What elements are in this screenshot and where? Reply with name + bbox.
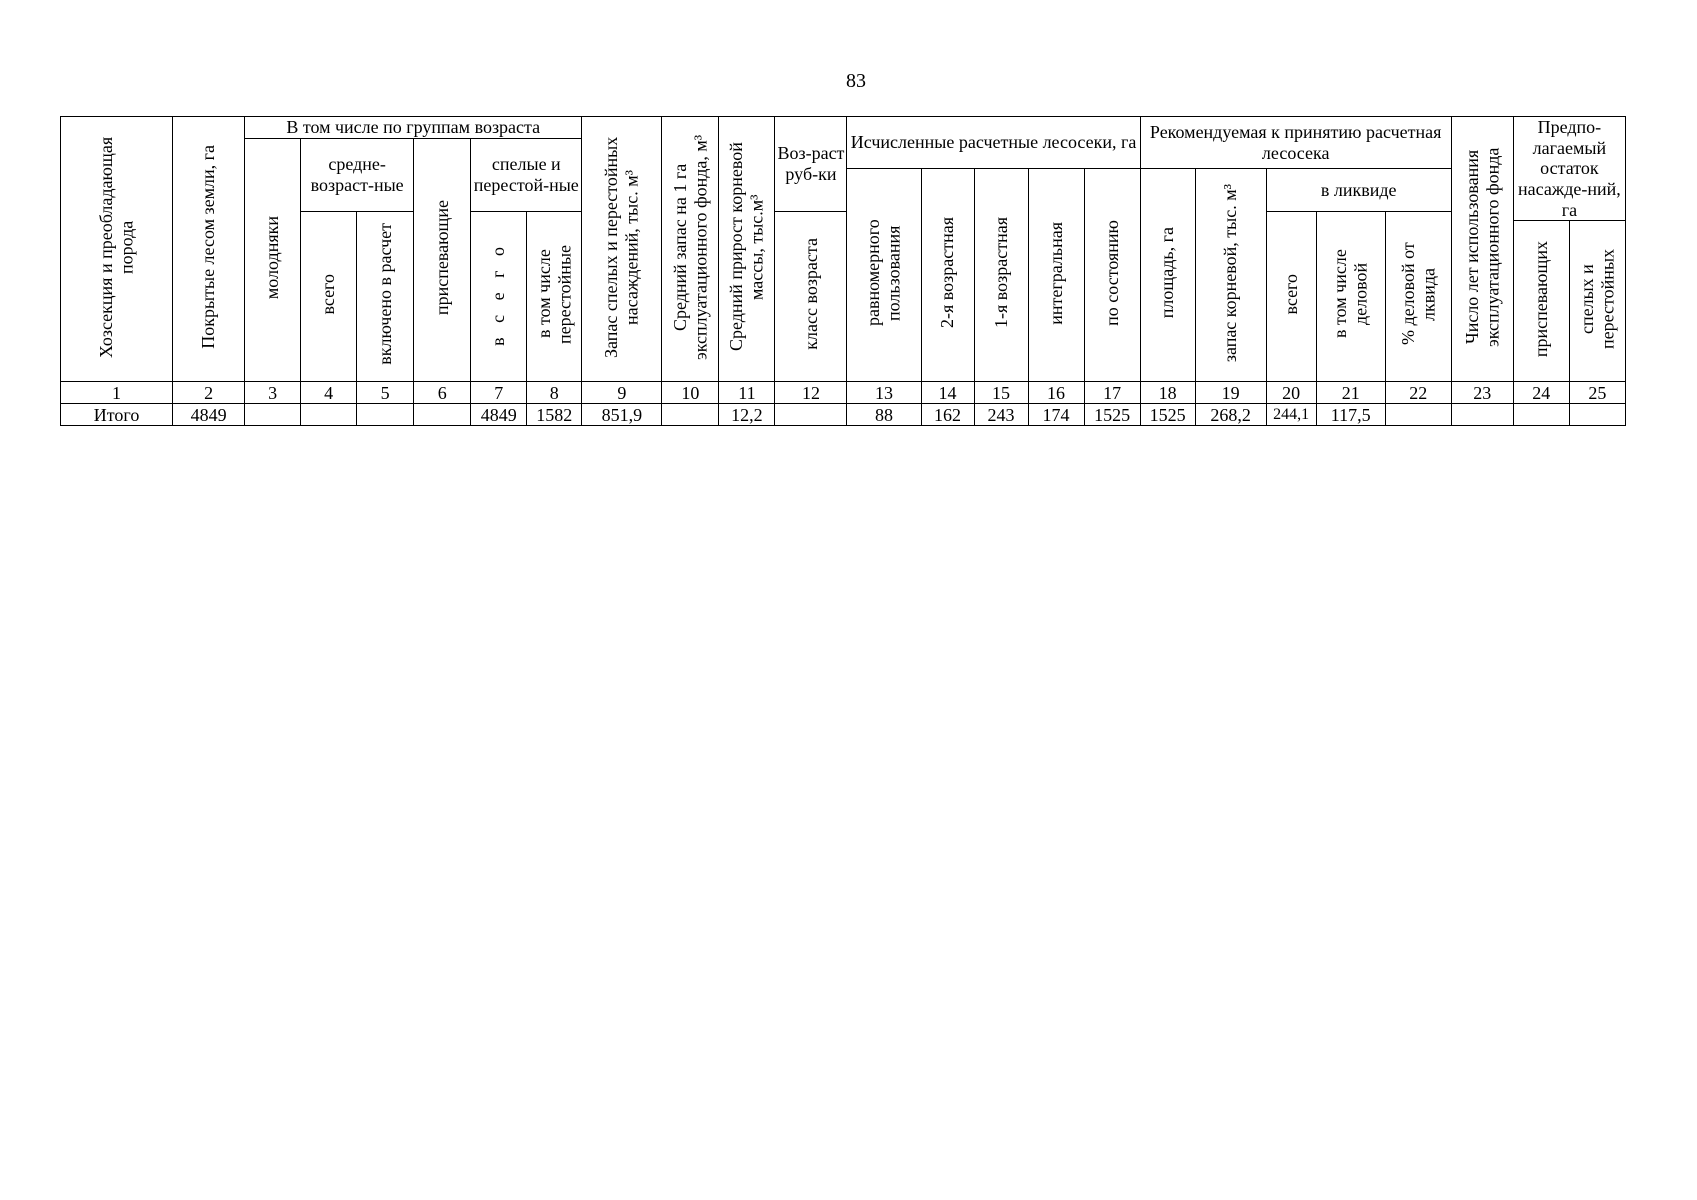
column-number: 7 xyxy=(471,382,527,404)
column-number: 1 xyxy=(61,382,173,404)
column-number: 3 xyxy=(245,382,301,404)
column-number: 6 xyxy=(414,382,471,404)
table-cell: 243 xyxy=(974,404,1028,426)
total-label: Итого xyxy=(61,404,173,426)
header-young: молодняки xyxy=(245,138,301,382)
header-middle-total: всего xyxy=(301,211,357,382)
header-liquid: в ликвиде xyxy=(1266,169,1451,212)
header-liquid-commercial: в том числе деловой xyxy=(1316,211,1385,382)
header-mature-total: в с е г о xyxy=(471,211,527,382)
table-cell: 88 xyxy=(847,404,921,426)
table-cell xyxy=(301,404,357,426)
header-commercial-percent: % деловой от лквида xyxy=(1385,211,1451,382)
column-number-row xyxy=(61,382,1626,404)
header-by-condition: по состоянию xyxy=(1084,169,1140,382)
table-cell xyxy=(1569,404,1625,426)
column-number: 22 xyxy=(1385,382,1451,404)
table-cell xyxy=(662,404,719,426)
column-number: 17 xyxy=(1084,382,1140,404)
header-middle-included: включено в расчет xyxy=(357,211,414,382)
header-mature-stock: Запас спелых и перестойных насаждений, тыс. м³ xyxy=(582,117,662,382)
column-number: 9 xyxy=(582,382,662,404)
column-number: 18 xyxy=(1140,382,1195,404)
header-years-of-use: Число лет использования эксплуатационного фонда xyxy=(1451,117,1513,382)
column-number: 15 xyxy=(974,382,1028,404)
header-overmature: в том числе перестойные xyxy=(527,211,582,382)
table-row-total xyxy=(61,404,1626,426)
column-number: 8 xyxy=(527,382,582,404)
column-number: 25 xyxy=(1569,382,1625,404)
page-number: 83 xyxy=(846,70,866,92)
header-remaining-stands: Предпо-лагаемый остаток насажде-ний, га xyxy=(1513,117,1625,221)
column-number: 16 xyxy=(1028,382,1084,404)
header-integral: интегральная xyxy=(1028,169,1084,382)
table-cell xyxy=(1451,404,1513,426)
table-cell: 244,1 xyxy=(1266,404,1316,426)
header-cutting-age: Воз-раст руб-ки xyxy=(775,117,847,212)
header-avg-growth: Средний прирост корневой массы, тыс.м³ xyxy=(719,117,775,382)
table-cell: 1525 xyxy=(1140,404,1195,426)
column-number: 13 xyxy=(847,382,921,404)
header-age-groups: В том числе по группам возраста xyxy=(245,117,582,139)
column-number: 5 xyxy=(357,382,414,404)
column-number: 14 xyxy=(921,382,974,404)
table-cell: 12,2 xyxy=(719,404,775,426)
column-number: 11 xyxy=(719,382,775,404)
header-root-stock: запас корневой, тыс. м³ xyxy=(1195,169,1266,382)
header-remaining-mature: спелых и перестойных xyxy=(1569,221,1625,382)
header-uniform-use: равномерного пользования xyxy=(847,169,921,382)
header-avg-stock: Средний запас на 1 га эксплуатационного фонда, м³ xyxy=(662,117,719,382)
column-number: 20 xyxy=(1266,382,1316,404)
column-number: 21 xyxy=(1316,382,1385,404)
header-liquid-total: всего xyxy=(1266,211,1316,382)
header-section-species: Хозсекция и преобладающая порода xyxy=(61,117,173,382)
column-number: 4 xyxy=(301,382,357,404)
header-first-age: 1-я возрастная xyxy=(974,169,1028,382)
header-remaining-maturing: приспевающих xyxy=(1513,221,1569,382)
table-cell xyxy=(245,404,301,426)
table-cell: 117,5 xyxy=(1316,404,1385,426)
table-cell xyxy=(414,404,471,426)
table-cell xyxy=(1513,404,1569,426)
column-number: 23 xyxy=(1451,382,1513,404)
column-number: 24 xyxy=(1513,382,1569,404)
table-cell xyxy=(1385,404,1451,426)
table-cell xyxy=(357,404,414,426)
table-cell: 268,2 xyxy=(1195,404,1266,426)
table-cell: 1525 xyxy=(1084,404,1140,426)
header-recommended-cutting: Рекомендуемая к принятию расчетная лесосека xyxy=(1140,117,1451,169)
table-cell: 1582 xyxy=(527,404,582,426)
column-number: 2 xyxy=(173,382,245,404)
column-number: 19 xyxy=(1195,382,1266,404)
table-cell: 174 xyxy=(1028,404,1084,426)
table-cell: 162 xyxy=(921,404,974,426)
header-middle-aged: средне-возраст-ные xyxy=(301,138,414,211)
table-cell: 4849 xyxy=(471,404,527,426)
header-mature: спелые и перестой-ные xyxy=(471,138,582,211)
header-maturing: приспевающие xyxy=(414,138,471,382)
column-number: 10 xyxy=(662,382,719,404)
table-cell xyxy=(775,404,847,426)
table-cell: 4849 xyxy=(173,404,245,426)
table-cell: 851,9 xyxy=(582,404,662,426)
header-area: площадь, га xyxy=(1140,169,1195,382)
column-number: 12 xyxy=(775,382,847,404)
header-forest-area: Покрытые лесом земли, га xyxy=(173,117,245,382)
header-age-class: класс возраста xyxy=(775,211,847,382)
header-calculated-cuttings: Исчисленные расчетные лесосеки, га xyxy=(847,117,1140,169)
header-second-age: 2-я возрастная xyxy=(921,169,974,382)
forest-cutting-table xyxy=(60,116,1626,426)
